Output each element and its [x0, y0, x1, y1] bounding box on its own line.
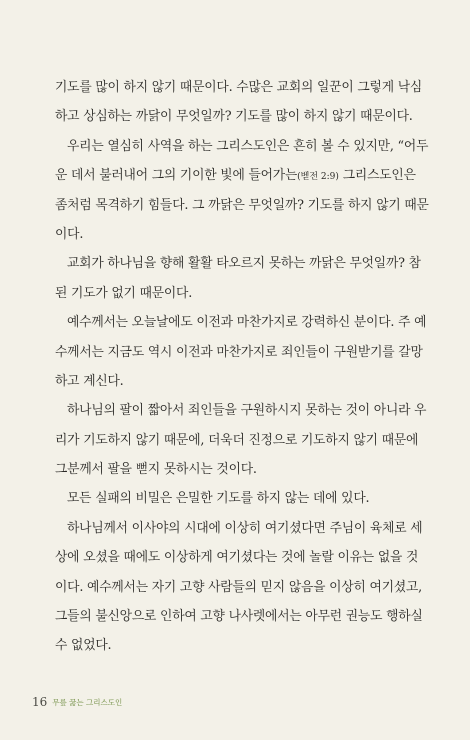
body-text — [55, 73, 429, 661]
text-line: 하고 계신다. — [55, 373, 124, 389]
text-line: 교회가 하나님을 향해 활활 타오르지 못하는 까닭은 무엇일까? 참 — [67, 256, 421, 272]
text-line — [55, 161, 423, 190]
text-line: 수 없었다. — [55, 638, 112, 654]
text-line: 하나님께서 이사야의 시대에 이상히 여기셨다면 주님이 육체로 세 — [67, 520, 423, 536]
text-line: 모든 실패의 비밀은 은밀한 기도를 하지 않는 데에 있다. — [67, 491, 370, 507]
scripture-reference: (벧전 2:9) — [297, 172, 339, 183]
text-line: 좀처럼 목격하기 힘들다. 그 까닭은 무엇일까? 기도를 하지 않기 때문 — [55, 197, 429, 213]
quote-text: 운 데서 불러내어 그의 기이한 빛에 들어가는 — [55, 168, 298, 184]
running-title: 무릎 꿇는 그리스도인 — [52, 698, 123, 707]
text-continuation: 그리스도인은 — [338, 168, 416, 184]
page-number: 16 — [32, 695, 48, 709]
text-line: 이다. — [55, 226, 84, 242]
text-line: 하고 상심하는 까닭이 무엇일까? 기도를 많이 하지 않기 때문이다. — [55, 109, 413, 125]
text-line: 그들의 불신앙으로 인하여 고향 나사렛에서는 아무런 권능도 행하실 — [55, 609, 423, 625]
text-line: 된 기도가 없기 때문이다. — [55, 285, 193, 301]
text-line: 기도를 많이 하지 않기 때문이다. 수많은 교회의 일꾼이 그렇게 낙심 — [55, 80, 423, 95]
text-line: 이다. 예수께서는 자기 고향 사람들의 믿지 않음을 이상히 여기셨고, — [55, 579, 423, 595]
text-line: 리가 기도하지 않기 때문에, 더욱더 진정으로 기도하지 않기 때문에 — [55, 432, 419, 448]
text-line: 수께서는 지금도 역시 이전과 마찬가지로 죄인들이 구원받기를 갈망 — [55, 344, 423, 360]
text-line: 예수께서는 오늘날에도 이전과 마찬가지로 강력하신 분이다. 주 예 — [67, 315, 427, 331]
text-line: 그분께서 팔을 뻗지 못하시는 것이다. — [55, 462, 257, 478]
text-line: 상에 오셨을 때에도 이상하게 여기셨다는 것에 놀랄 이유는 없을 것 — [55, 550, 419, 566]
page-footer — [32, 693, 122, 709]
text-line: 우리는 열심히 사역을 하는 그리스도인은 흔히 볼 수 있지만, “어두 — [67, 138, 429, 154]
text-line: 하나님의 팔이 짧아서 죄인들을 구원하시지 못하는 것이 아니라 우 — [67, 403, 427, 419]
